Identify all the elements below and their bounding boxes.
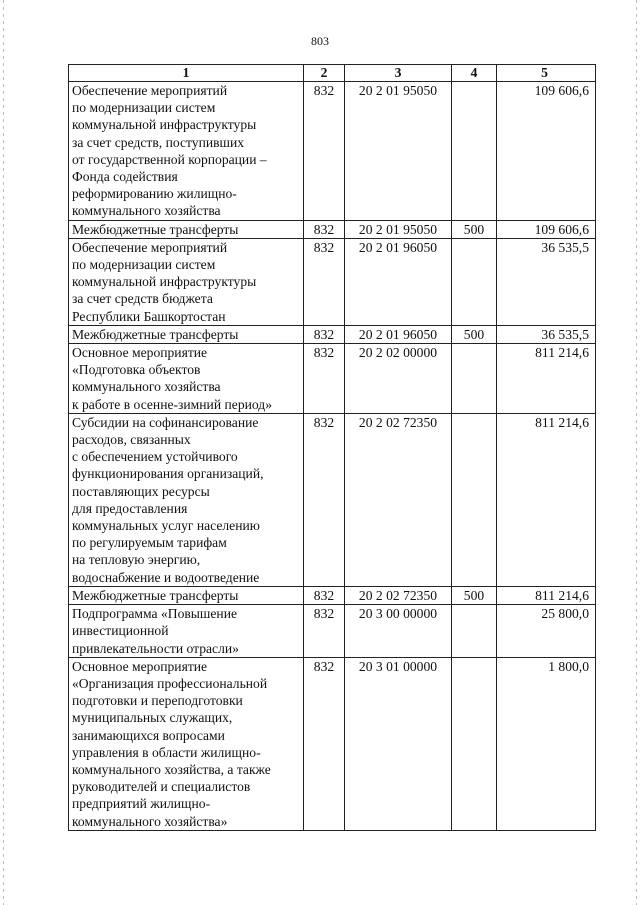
row-code: 832	[304, 657, 345, 830]
row-target-article: 20 3 01 00000	[345, 657, 452, 830]
row-expense-type: 500	[452, 220, 497, 238]
row-name: Обеспечение мероприятий по модернизации систем коммунальной инфраструктуры за счет средств, поступивших от государственной корпорации – Фонда содействия реформированию жилищно- коммунального хозяйства	[69, 82, 304, 221]
row-target-article: 20 2 02 00000	[345, 344, 452, 414]
row-expense-type: 500	[452, 325, 497, 343]
row-amount: 109 606,6	[497, 82, 596, 221]
table-row	[69, 413, 596, 586]
row-name: Субсидии на софинансирование расходов, связанных с обеспечением устойчивого функционирования организаций, поставляющих ресурсы для предоставления коммунальных услуг населению по регулируемым тарифам на тепловую энергию, водоснабжение и водоотведение	[69, 413, 304, 586]
row-target-article: 20 2 02 72350	[345, 413, 452, 586]
header-col-4: 4	[452, 65, 497, 82]
row-name: Основное мероприятие «Организация профессиональной подготовки и переподготовки муниципальных служащих, занимающихся вопросами управления в области жилищно- коммунального хозяйства, а также руководителей и специалистов предприятий жилищно- коммунального хозяйства»	[69, 657, 304, 830]
header-col-1: 1	[69, 65, 304, 82]
row-target-article: 20 2 01 95050	[345, 82, 452, 221]
row-expense-type	[452, 605, 497, 658]
table-row	[69, 325, 596, 343]
row-amount: 109 606,6	[497, 220, 596, 238]
table-row	[69, 82, 596, 221]
row-amount: 36 535,5	[497, 325, 596, 343]
table-row	[69, 605, 596, 658]
row-amount: 25 800,0	[497, 605, 596, 658]
row-code: 832	[304, 238, 345, 325]
row-name: Межбюджетные трансферты	[69, 586, 304, 604]
row-target-article: 20 2 02 72350	[345, 586, 452, 604]
row-code: 832	[304, 344, 345, 414]
row-code: 832	[304, 220, 345, 238]
row-expense-type	[452, 413, 497, 586]
row-name: Межбюджетные трансферты	[69, 220, 304, 238]
header-col-2: 2	[304, 65, 345, 82]
row-target-article: 20 2 01 96050	[345, 325, 452, 343]
table-row	[69, 657, 596, 830]
table-header-row	[69, 65, 596, 82]
row-code: 832	[304, 586, 345, 604]
row-target-article: 20 3 00 00000	[345, 605, 452, 658]
row-amount: 811 214,6	[497, 344, 596, 414]
row-expense-type	[452, 82, 497, 221]
row-expense-type	[452, 238, 497, 325]
table-row	[69, 220, 596, 238]
row-code: 832	[304, 605, 345, 658]
row-code: 832	[304, 82, 345, 221]
row-name: Подпрограмма «Повышение инвестиционной привлекательности отрасли»	[69, 605, 304, 658]
row-name: Основное мероприятие «Подготовка объектов коммунального хозяйства к работе в осенне-зимний период»	[69, 344, 304, 414]
row-name: Обеспечение мероприятий по модернизации систем коммунальной инфраструктуры за счет средств бюджета Республики Башкортостан	[69, 238, 304, 325]
budget-table	[68, 64, 596, 831]
header-col-3: 3	[345, 65, 452, 82]
scan-edge-left	[3, 0, 4, 905]
header-col-5: 5	[497, 65, 596, 82]
scan-edge-right	[636, 0, 637, 905]
row-amount: 1 800,0	[497, 657, 596, 830]
row-amount: 811 214,6	[497, 413, 596, 586]
row-target-article: 20 2 01 96050	[345, 238, 452, 325]
row-code: 832	[304, 413, 345, 586]
row-expense-type: 500	[452, 586, 497, 604]
row-amount: 811 214,6	[497, 586, 596, 604]
row-expense-type	[452, 657, 497, 830]
row-name: Межбюджетные трансферты	[69, 325, 304, 343]
row-amount: 36 535,5	[497, 238, 596, 325]
row-target-article: 20 2 01 95050	[345, 220, 452, 238]
row-code: 832	[304, 325, 345, 343]
table-row	[69, 344, 596, 414]
table-row	[69, 586, 596, 604]
table-row	[69, 238, 596, 325]
page-number: 803	[311, 34, 329, 48]
row-expense-type	[452, 344, 497, 414]
